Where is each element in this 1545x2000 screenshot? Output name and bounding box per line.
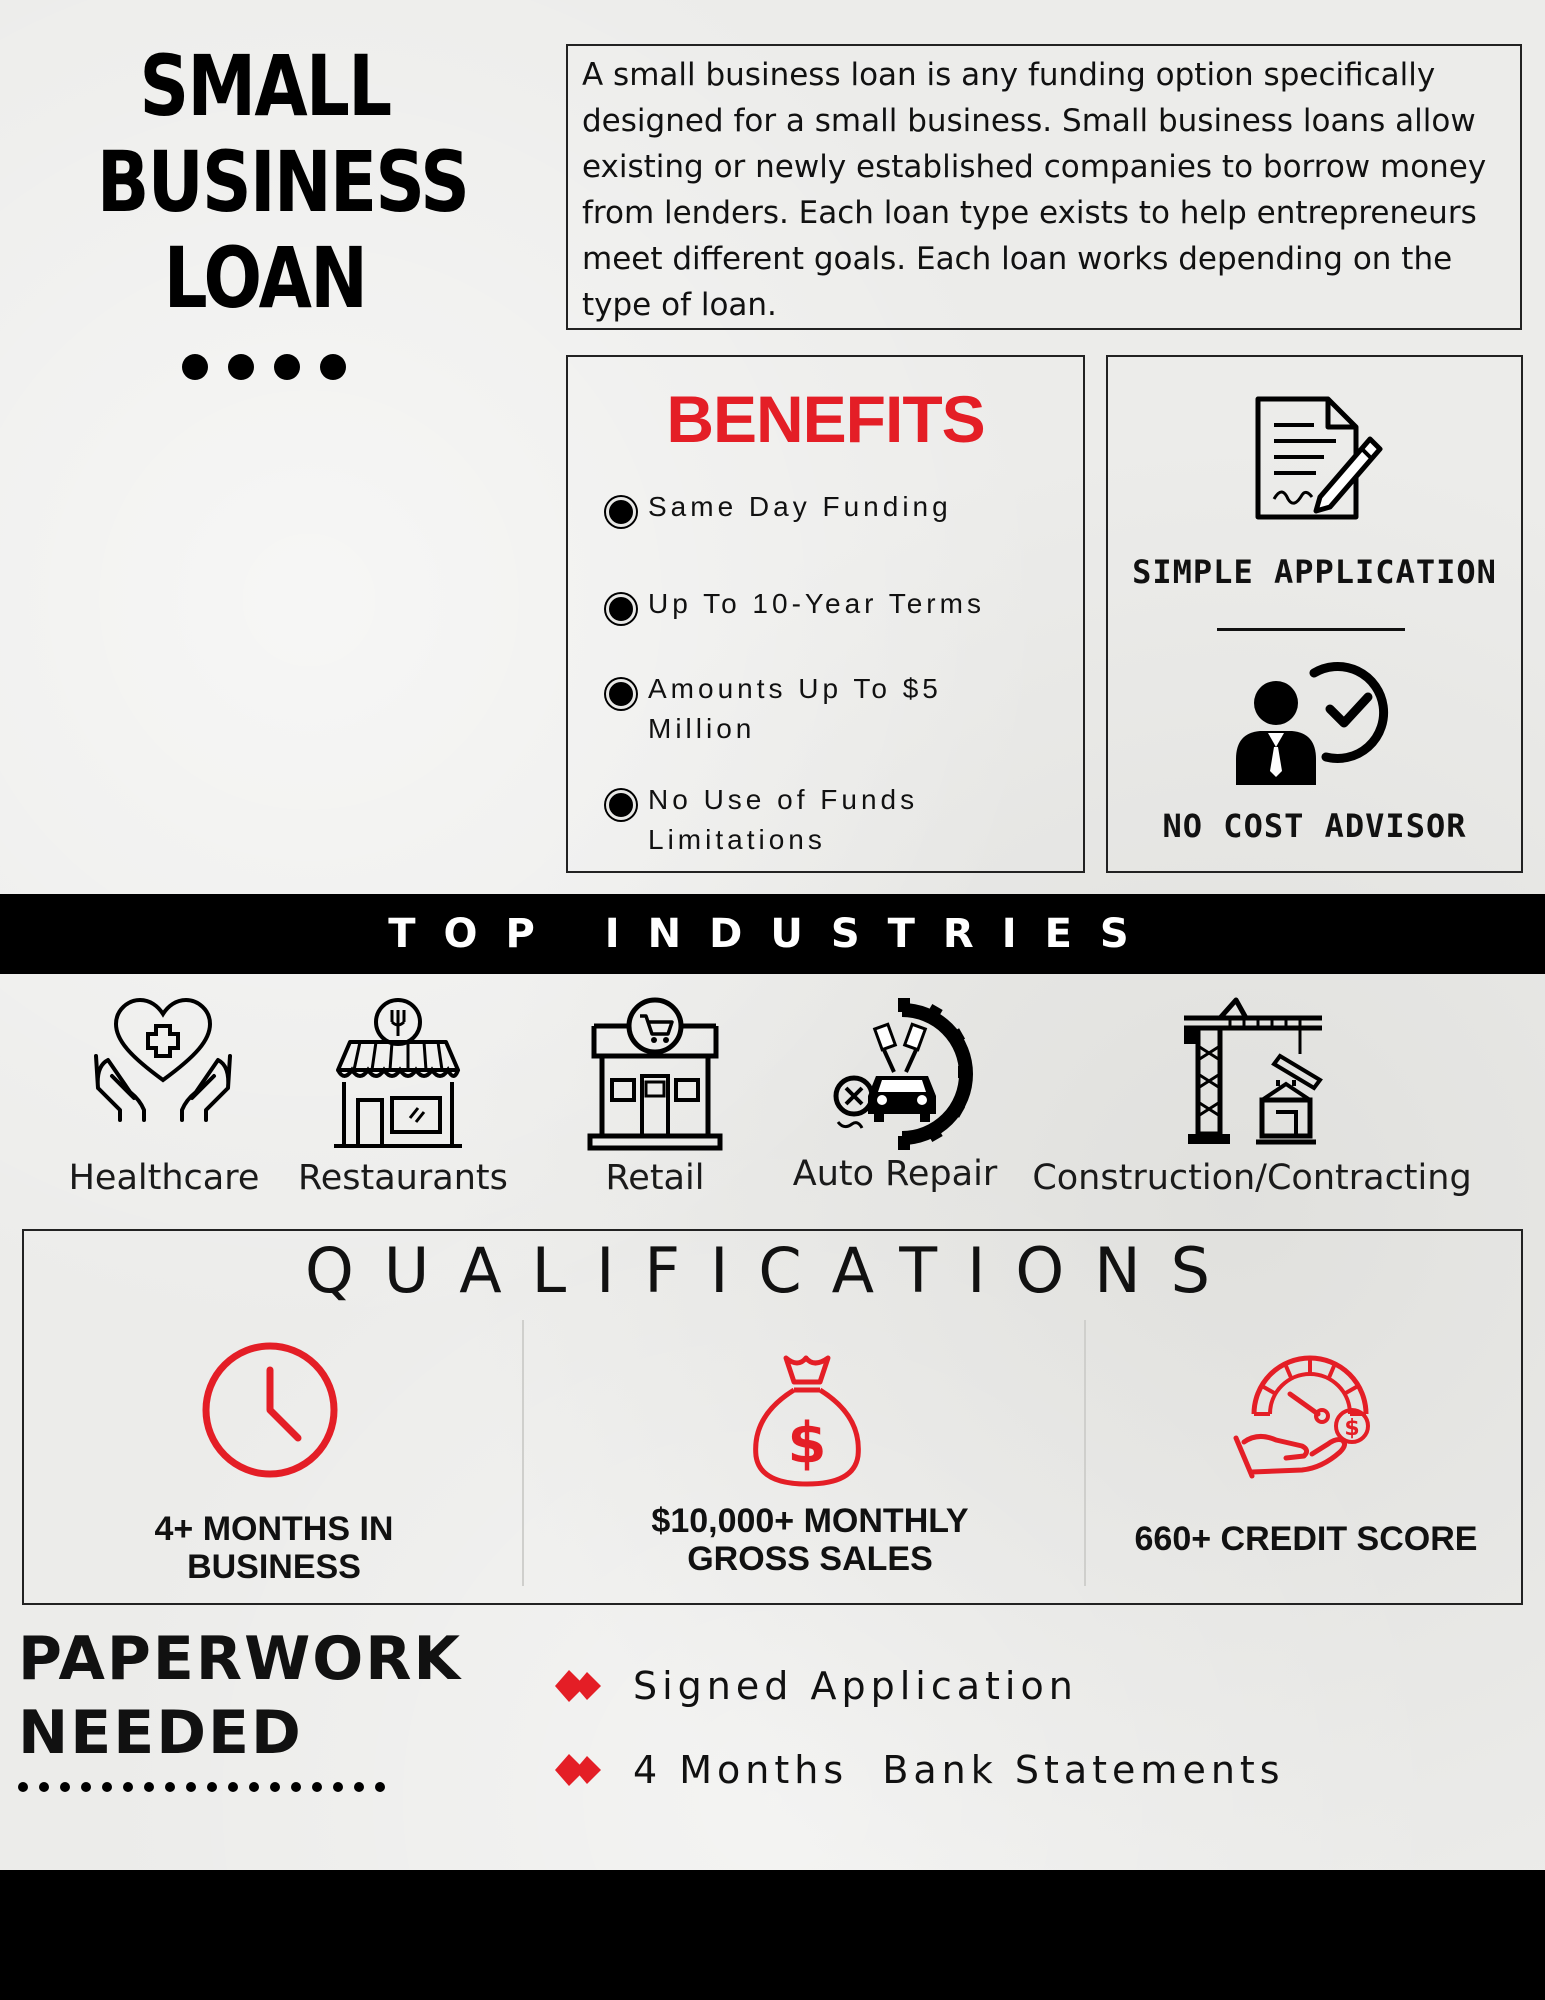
- svg-text:$: $: [787, 1411, 827, 1476]
- restaurant-storefront-icon: [330, 996, 466, 1152]
- benefit-text: Same Day Funding: [648, 491, 952, 522]
- qualifications-divider: [522, 1320, 524, 1586]
- bullet-icon: [606, 594, 636, 624]
- footer-bar: [0, 1870, 1545, 2000]
- industry-label-construction-contracting: Construction/Contracting: [1032, 1158, 1472, 1198]
- benefit-item: [606, 780, 1026, 860]
- clock-icon: [200, 1340, 340, 1480]
- document-signature-icon: [1244, 393, 1386, 523]
- paperwork-title: [18, 1622, 538, 1770]
- benefits-title: BENEFITS: [666, 382, 985, 456]
- retail-store-icon: [586, 996, 724, 1152]
- top-industries-title: TOP INDUSTRIES: [388, 911, 1157, 957]
- bullet-icon: [606, 679, 636, 709]
- top-industries-banner: [0, 894, 1545, 974]
- svg-text:$: $: [1344, 1416, 1360, 1441]
- industry-label-restaurants: Restaurants: [298, 1158, 508, 1198]
- description-box: [566, 44, 1522, 330]
- paperwork-dots-decoration: [18, 1782, 385, 1792]
- benefit-item: [606, 487, 1076, 527]
- title-line-1: SMALL: [139, 37, 391, 135]
- qualification-line: GROSS SALES: [687, 1540, 933, 1578]
- qualification-line: 4+ MONTHS IN: [154, 1510, 394, 1548]
- qualification-line: $10,000+ MONTHLY: [651, 1502, 969, 1540]
- money-bag-icon: [748, 1352, 866, 1490]
- advisor-check-icon: [1230, 649, 1394, 787]
- bullet-icon: [606, 497, 636, 527]
- double-diamond-icon: [555, 1752, 605, 1788]
- title-line-3: LOAN: [163, 229, 367, 327]
- qualification-label-sales: [600, 1502, 1020, 1578]
- auto-repair-gear-icon: [832, 996, 978, 1152]
- qualification-label-credit: [1096, 1520, 1516, 1558]
- construction-crane-icon: [1180, 996, 1332, 1148]
- feature-label-no-cost-advisor: NO COST ADVISOR: [1162, 807, 1467, 845]
- paperwork-title-line-1: PAPERWORK: [18, 1624, 462, 1694]
- industry-label-auto-repair: Auto Repair: [792, 1154, 998, 1194]
- paperwork-item: [555, 1664, 1078, 1708]
- bullet-icon: [606, 790, 636, 820]
- benefit-item: [606, 584, 1076, 624]
- paperwork-item: [555, 1748, 1285, 1792]
- qualification-label-months: [74, 1510, 474, 1586]
- feature-label-simple-application: SIMPLE APPLICATION: [1132, 553, 1497, 591]
- qualifications-title: QUALIFICATIONS: [305, 1234, 1240, 1307]
- feature-divider: [1217, 628, 1405, 631]
- description-text: A small business loan is any funding option specifically designed for a small business. Small business loans allow existing or newly established companies to borrow money from lenders. Each loan type exists to help entrepreneurs meet different goals. Each loan works depending on the type of loan.: [582, 57, 1487, 323]
- qualification-line: BUSINESS: [187, 1548, 361, 1586]
- paperwork-item-text: 4 Months Bank Statements: [633, 1748, 1285, 1792]
- qualifications-divider: [1084, 1320, 1086, 1586]
- paperwork-item-text: Signed Application: [633, 1664, 1078, 1708]
- title-dots-decoration: [182, 354, 346, 380]
- paperwork-title-line-2: NEEDED: [18, 1698, 303, 1768]
- benefit-text: Up To 10-Year Terms: [648, 588, 985, 619]
- heart-hands-icon: [90, 996, 236, 1122]
- benefit-item: [606, 669, 1026, 749]
- industry-label-retail: Retail: [605, 1158, 705, 1198]
- features-box: [1106, 355, 1523, 873]
- benefit-text: Amounts Up To $5 Million: [648, 673, 942, 744]
- title-line-2: BUSINESS: [96, 133, 469, 231]
- benefit-text: No Use of Funds Limitations: [648, 784, 919, 855]
- industry-label-healthcare: Healthcare: [68, 1158, 260, 1198]
- benefits-box: [566, 355, 1085, 873]
- page-title: [60, 38, 470, 326]
- double-diamond-icon: [555, 1668, 605, 1704]
- credit-gauge-icon: [1230, 1342, 1388, 1488]
- qualification-line: 660+ CREDIT SCORE: [1134, 1520, 1478, 1558]
